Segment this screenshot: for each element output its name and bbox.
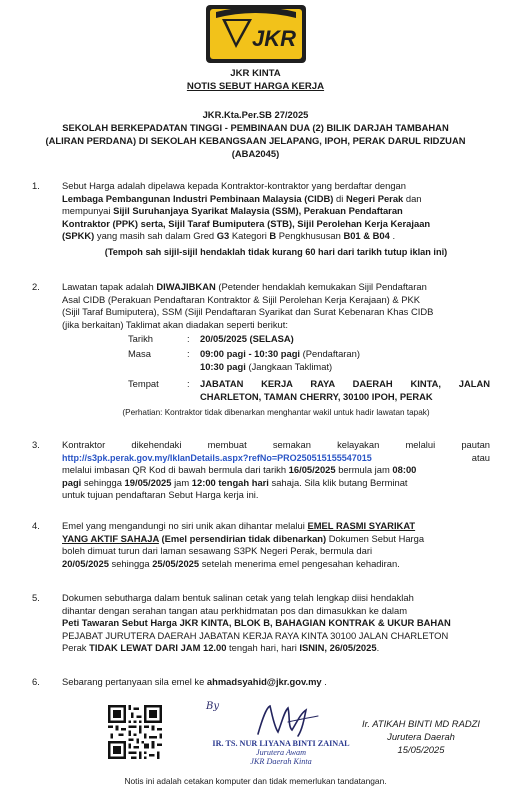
section-2-number: 2. [32, 281, 40, 292]
signee-date: 15/05/2025 [397, 744, 445, 755]
section-3-number: 3. [32, 439, 40, 450]
contact-email[interactable]: ahmadsyahid@jkr.gov.my [206, 676, 322, 687]
briefing-time-row-2: 10:30 pagi (Jangkaan Taklimat) [200, 361, 333, 372]
stamp-officer-title: Jurutera Awam [255, 748, 307, 757]
certificate-validity-note: (Tempoh sah sijil-sijil hendaklah tidak kurang 60 hari dari tarikh tutup iklan ini) [104, 247, 448, 257]
qr-code-icon[interactable] [108, 705, 162, 759]
notice-title: NOTIS SEBUT HARGA KERJA [186, 81, 325, 92]
signee-title: Jurutera Daerah [387, 731, 455, 742]
by-label: By [206, 701, 219, 712]
section-1-text: Sebut Harga adalah dipelawa kepada Kontraktor-kontraktor yang berdaftar dengan Lembaga Pembangunan Industri Pembinaan Malaysia (CIDB) di Negeri Perak dan mempunyai Sijil Suruhanjaya Syarikat Malaysia (SSM), Perakuan Pendaftaran Kontraktor (PPK) serta, Sijil Taraf Bumiputera (STB), Sijil Perolehan Kerja Kerajaan (SPKK) yang masih sah dalam Gred G3 Kategori B Pengkhususan B01 & B04 . [62, 180, 431, 242]
section-4-number: 4. [32, 520, 40, 531]
stamp-officer-office: JKR Daerah Kinta [250, 757, 312, 766]
section-2-text: Lawatan tapak adalah DIWAJIBKAN (Petender hendaklah kemukakan Sijil Pendaftaran Asal CIDB (Perakuan Pendaftaran Kontraktor & Sijil Perolehan Kerja Kerajaan) & PKK (Sijil Taraf Bumiputera), SSM (Sijil Pendaftaran Syarikat dan Surat Kebenaran Khas CIDB (jika berkaitan) Taklimat akan diadakan seperti berikut: [62, 281, 434, 330]
section-4-text: Emel yang mengandungi no siri unik akan dihantar melalui EMEL RASMI SYARIKAT YANG AKTIF SAHAJA (Emel persendirian tidak dibenarkan) Dokumen Sebut Harga boleh dimuat turun dari laman sesawang S3PK Negeri Perak, bermula dari 20/05/2025 sehingga 25/05/2025 setelah menerima emel pengesahan kehadiran. [62, 520, 425, 569]
section-6-text: Sebarang pertanyaan sila emel ke ahmadsyahid@jkr.gov.my . [62, 676, 327, 687]
briefing-date-row: Tarikh : 20/05/2025 (SELASA) [128, 333, 294, 344]
stamp-officer-name: IR. TS. NUR LIYANA BINTI ZAINAL [212, 739, 350, 748]
handwritten-signature-icon [252, 700, 322, 740]
section-5-number: 5. [32, 592, 40, 603]
briefing-place-row: Tempat : JABATAN KERJA RAYA DAERAH KINTA, JALAN CHARLETON, TAMAN CHERRY, 30100 IPOH, PERAK [128, 378, 490, 402]
section-5-text: Dokumen sebutharga dalam bentuk salinan cetak yang telah lengkap diisi hendaklah dihantar dengan serahan tangan atau perkhidmatan pos dan dimasukkan ke dalam Peti Tawaran Sebut Harga JKR KINTA, BLOK B, BAHAGIAN KONTRAK & UKUR BAHAN PEJABAT JURUTERA DAERAH JABATAN KERJA RAYA KINTA 30100 JALAN CHARLETON Perak TIDAK LEWAT DARI JAM 12.00 tengah hari, hari ISNIN, 26/05/2025. [62, 592, 451, 654]
section-3-text: Kontraktor dikehendaki membuat semakan kelayakan melalui pautan http://s3pk.perak.gov.my/IklanDetails.aspx?refNo=PRO250515155547015 atau melalui imbasan QR Kod di bawah bermula dari tarikh 16/05/2025 bermula jam 08:00 pagi sehingga 19/05/2025 jam 12:00 tengah hari sahaja. Sila klik butang Berminat untuk tujuan pendaftaran Sebut Harga kerja ini. [62, 439, 490, 501]
s3pk-link[interactable]: http://s3pk.perak.gov.my/IklanDetails.aspx?refNo=PRO250515155547015 [62, 452, 372, 463]
briefing-time-row: Masa : 09:00 pagi - 10:30 pagi (Pendaftaran) [128, 348, 360, 359]
site-visit-note: (Perhatian: Kontraktor tidak dibenarkan menghantar wakil untuk hadir lawatan tapak) [122, 408, 430, 417]
project-title-line2: (ALIRAN PERDANA) DI SEKOLAH KEBANGSAAN JELAPANG, IPOH, PERAK DARUL RIDZUAN [45, 135, 466, 146]
project-title-line1: SEKOLAH BERKEPADATAN TINGGI - PEMBINAAN DUA (2) BILIK DARJAH TAMBAHAN [62, 122, 449, 133]
footer-note: Notis ini adalah cetakan komputer dan tidak memerlukan tandatangan. [124, 776, 387, 786]
logo-text: JKR [251, 26, 297, 51]
agency-name: JKR KINTA [230, 68, 281, 79]
signee-name: Ir. ATIKAH BINTI MD RADZI [362, 718, 480, 729]
jkr-logo-icon [192, 4, 320, 64]
project-title-line3: (ABA2045) [231, 148, 280, 159]
section-6-number: 6. [32, 676, 40, 687]
section-1-number: 1. [32, 180, 40, 191]
reference-number: JKR.Kta.Per.SB 27/2025 [202, 109, 309, 120]
